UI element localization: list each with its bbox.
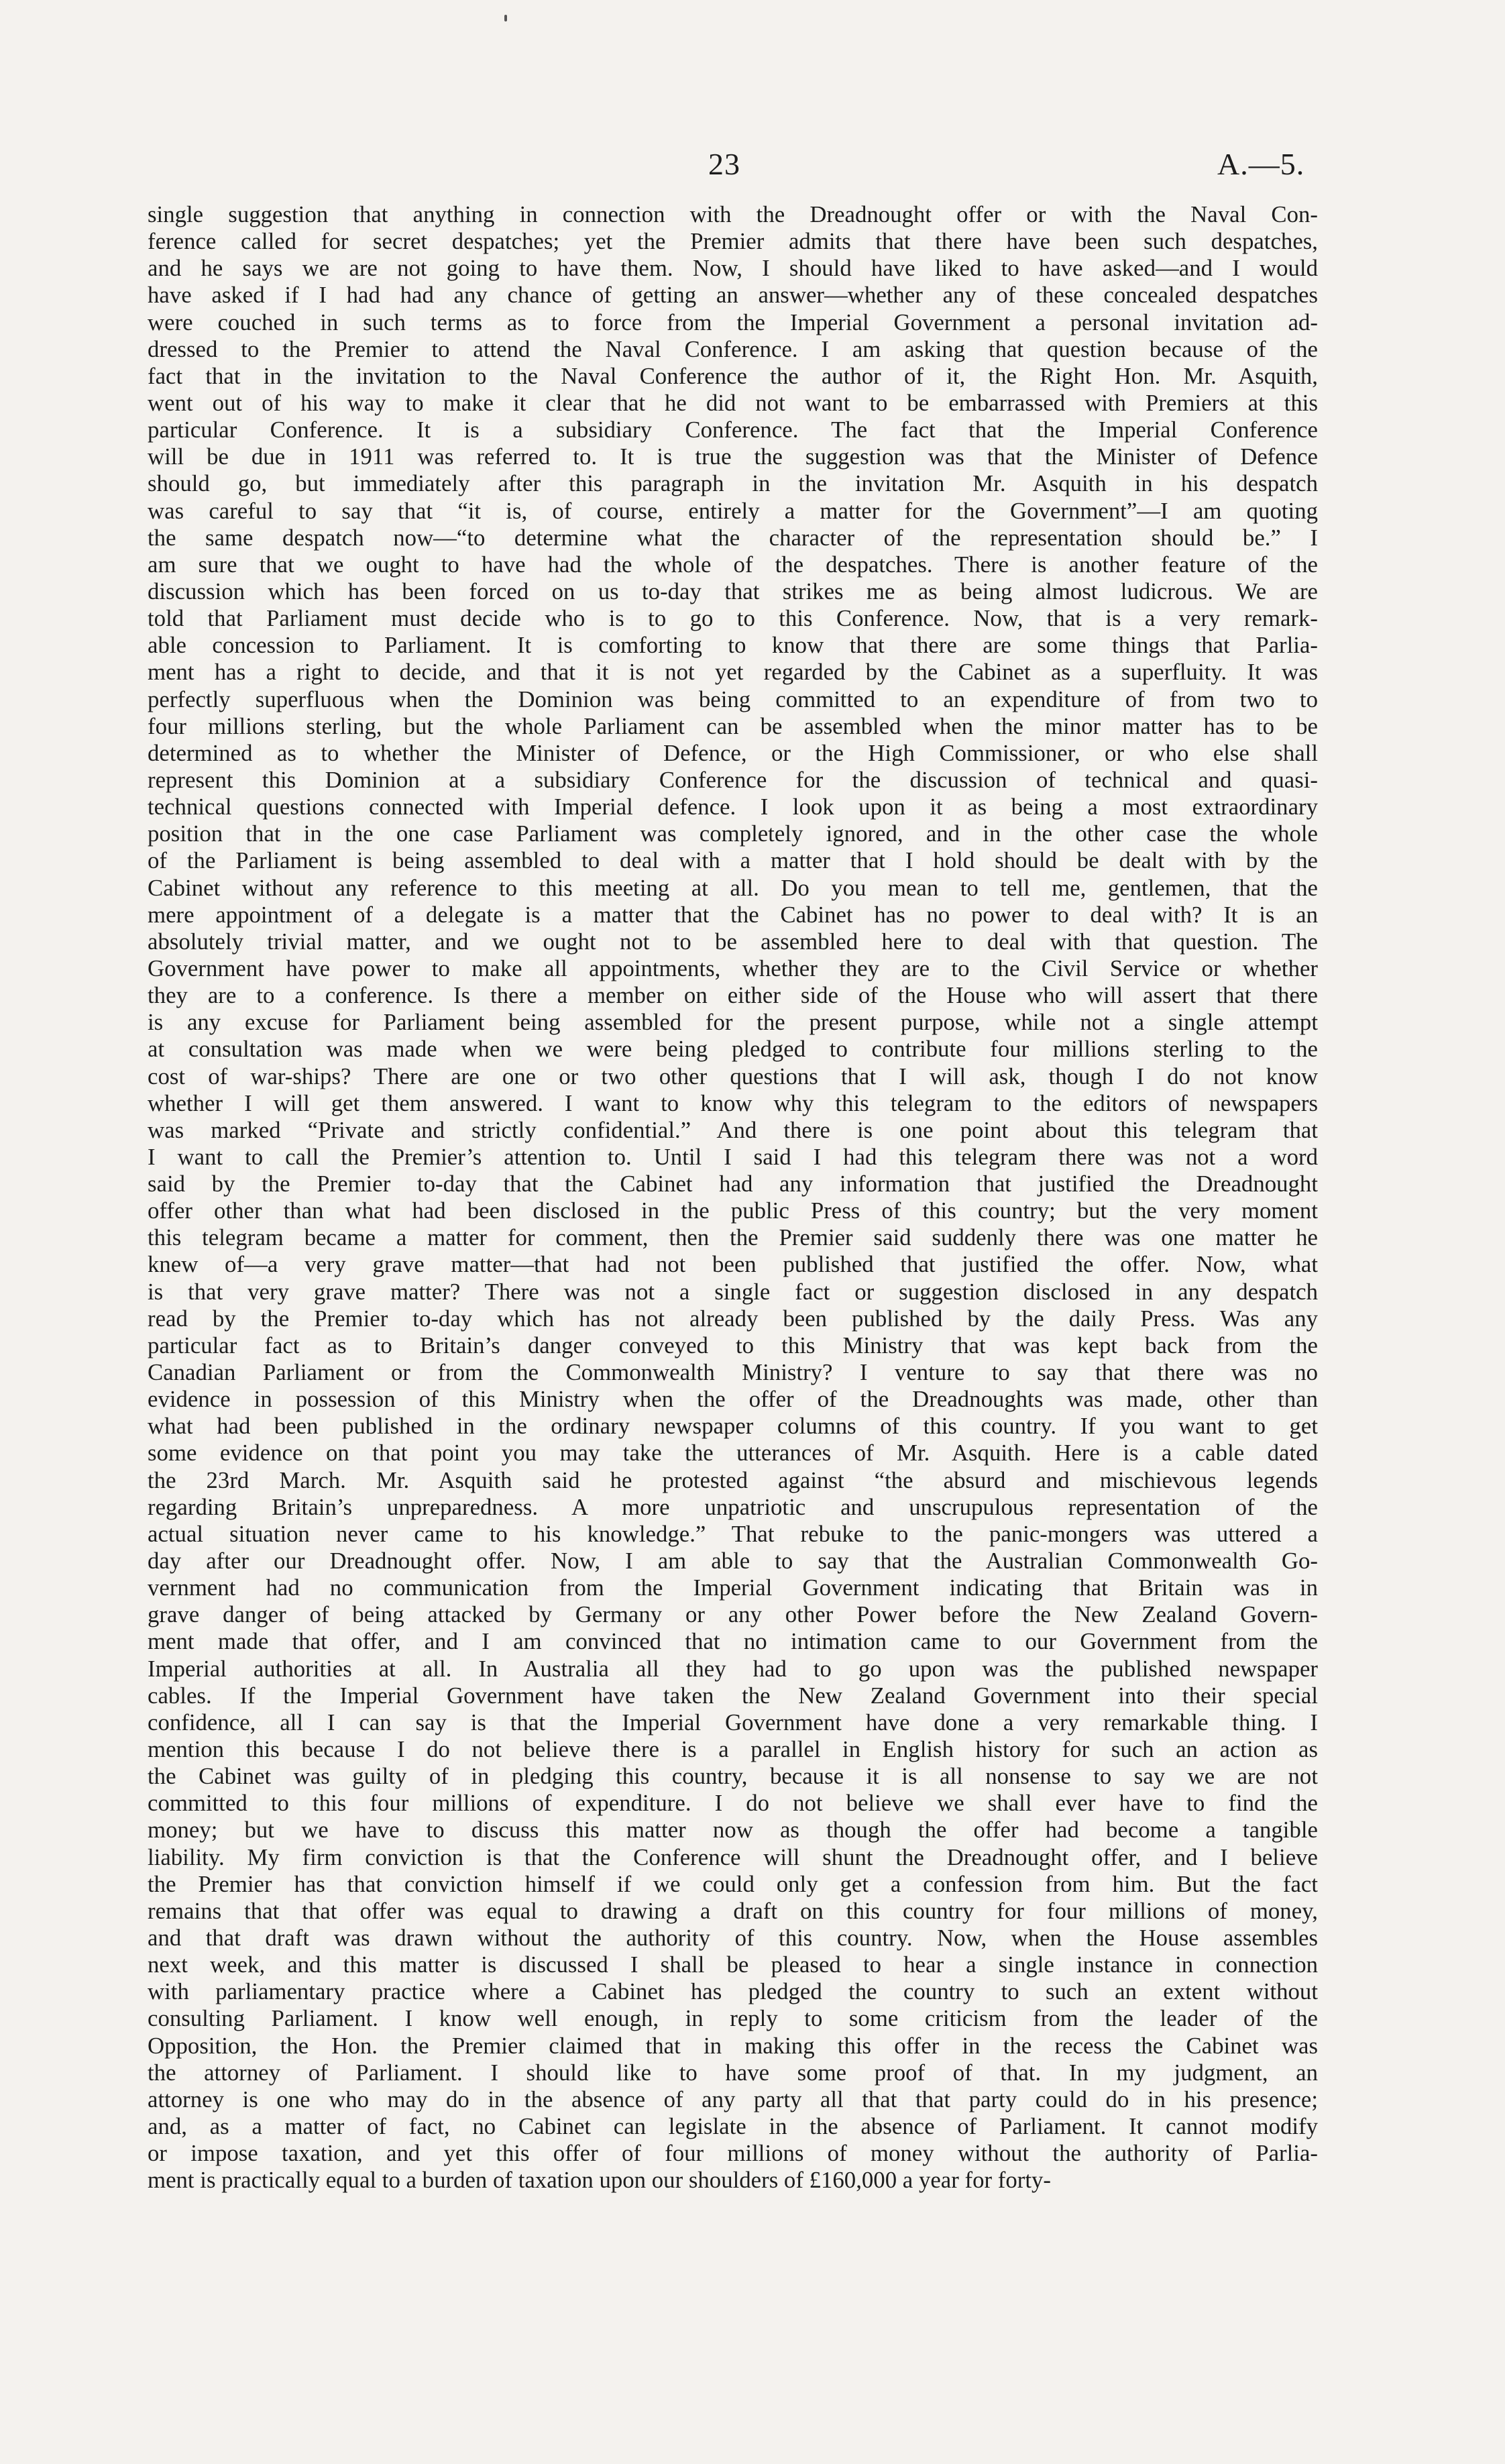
text-line: regarding Britain’s unpreparedness. A more unpatriotic and unscrupulous representation of the bbox=[148, 1493, 1318, 1520]
text-line: were couched in such terms as to force from the Imperial Government a personal invitation ad- bbox=[148, 309, 1318, 335]
text-line: determined as to whether the Minister of Defence, or the High Commissioner, or who else shall bbox=[148, 739, 1318, 766]
text-line: read by the Premier to-day which has not already been published by the daily Press. Was any bbox=[148, 1305, 1318, 1332]
text-line: this telegram became a matter for comment, then the Premier said suddenly there was one matter he bbox=[148, 1224, 1318, 1251]
text-line: what had been published in the ordinary newspaper columns of this country. If you want to get bbox=[148, 1413, 1318, 1440]
text-line: actual situation never came to his knowledge.” That rebuke to the panic-mongers was uttered a bbox=[148, 1520, 1318, 1547]
text-line: is that very grave matter? There was not a single fact or suggestion disclosed in any despatch bbox=[148, 1278, 1318, 1305]
text-line: consulting Parliament. I know well enough, in reply to some criticism from the leader of the bbox=[148, 2005, 1318, 2032]
text-line: discussion which has been forced on us to-day that strikes me as being almost ludicrous. We are bbox=[148, 578, 1318, 604]
text-line: and he says we are not going to have them. Now, I should have liked to have asked—and I would bbox=[148, 255, 1318, 282]
text-line: liability. My firm conviction is that the Conference will shunt the Dreadnought offer, and I believe bbox=[148, 1843, 1318, 1870]
text-line: remains that that offer was equal to drawing a draft on this country for four millions of money, bbox=[148, 1897, 1318, 1924]
body-text bbox=[148, 201, 1318, 2194]
text-line: the 23rd March. Mr. Asquith said he protested against “the absurd and mischievous legends bbox=[148, 1466, 1318, 1493]
text-line: should go, but immediately after this paragraph in the invitation Mr. Asquith in his despatch bbox=[148, 470, 1318, 497]
text-line: represent this Dominion at a subsidiary Conference for the discussion of technical and quasi- bbox=[148, 766, 1318, 793]
text-line: the same despatch now—“to determine what the character of the representation should be.” I bbox=[148, 524, 1318, 551]
page-header bbox=[0, 146, 1505, 186]
text-line: evidence in possession of this Ministry when the offer of the Dreadnoughts was made, other than bbox=[148, 1386, 1318, 1413]
text-line: confidence, all I can say is that the Imperial Government have done a very remarkable thing. I bbox=[148, 1709, 1318, 1735]
text-line: ment is practically equal to a burden of taxation upon our shoulders of £160,000 a year for forty- bbox=[148, 2167, 1052, 2194]
text-line: able concession to Parliament. It is comforting to know that there are some things that Parlia- bbox=[148, 632, 1318, 659]
text-line: particular fact as to Britain’s danger conveyed to this Ministry that was kept back from the bbox=[148, 1332, 1318, 1358]
text-line: will be due in 1911 was referred to. It is true the suggestion was that the Minister of Defence bbox=[148, 443, 1318, 470]
text-line: position that in the one case Parliament was completely ignored, and in the other case the whole bbox=[148, 820, 1318, 847]
text-line: have asked if I had had any chance of getting an answer—whether any of these concealed despatches bbox=[148, 282, 1318, 309]
text-line: Government have power to make all appointments, whether they are to the Civil Service or whether bbox=[148, 955, 1318, 981]
text-line: offer other than what had been disclosed in the public Press of this country; but the very moment bbox=[148, 1197, 1318, 1224]
text-line: technical questions connected with Imperial defence. I look upon it as being a most extraordinary bbox=[148, 794, 1318, 820]
text-line: knew of—a very grave matter—that had not been published that justified the offer. Now, what bbox=[148, 1251, 1318, 1278]
text-line: some evidence on that point you may take the utterances of Mr. Asquith. Here is a cable dated bbox=[148, 1440, 1318, 1466]
text-line: absolutely trivial matter, and we ought not to be assembled here to deal with that question. The bbox=[148, 928, 1318, 955]
text-line: Imperial authorities at all. In Australia all they had to go upon was the published newspaper bbox=[148, 1655, 1318, 1682]
text-line: the attorney of Parliament. I should like to have some proof of that. In my judgment, an bbox=[148, 2059, 1318, 2086]
text-line: Opposition, the Hon. the Premier claimed that in making this offer in the recess the Cabinet was bbox=[148, 2032, 1318, 2059]
text-line: at consultation was made when we were being pledged to contribute four millions sterling to the bbox=[148, 1036, 1318, 1063]
page-number: 23 bbox=[708, 147, 740, 181]
text-line: vernment had no communication from the Imperial Government indicating that Britain was in bbox=[148, 1574, 1318, 1601]
text-line: next week, and this matter is discussed I shall be pleased to hear a single instance in connection bbox=[148, 1951, 1318, 1978]
text-line: committed to this four millions of expenditure. I do not believe we shall ever have to find the bbox=[148, 1790, 1318, 1817]
stray-ink-mark bbox=[504, 15, 507, 21]
document-reference: A.—5. bbox=[1217, 147, 1305, 181]
text-line: was marked “Private and strictly confidential.” And there is one point about this telegram that bbox=[148, 1116, 1318, 1143]
text-line: was careful to say that “it is, of course, entirely a matter for the Government”—I am quoting bbox=[148, 497, 1318, 524]
text-line: particular Conference. It is a subsidiary Conference. The fact that the Imperial Conference bbox=[148, 417, 1318, 443]
text-line: grave danger of being attacked by Germany or any other Power before the New Zealand Govern- bbox=[148, 1601, 1318, 1628]
text-line: perfectly superfluous when the Dominion was being committed to an expenditure of from two to bbox=[148, 686, 1318, 712]
text-line: Cabinet without any reference to this meeting at all. Do you mean to tell me, gentlemen, that the bbox=[148, 874, 1318, 901]
text-line: am sure that we ought to have had the whole of the despatches. There is another feature of the bbox=[148, 551, 1318, 578]
text-line: money; but we have to discuss this matter now as though the offer had become a tangible bbox=[148, 1817, 1318, 1843]
text-line: they are to a conference. Is there a member on either side of the House who will assert that there bbox=[148, 982, 1318, 1009]
text-line: told that Parliament must decide who is to go to this Conference. Now, that is a very remark- bbox=[148, 605, 1318, 632]
text-line: I want to call the Premier’s attention to. Until I said I had this telegram there was not a word bbox=[148, 1143, 1318, 1170]
text-line: is any excuse for Parliament being assembled for the present purpose, while not a single attempt bbox=[148, 1009, 1318, 1036]
text-line: fact that in the invitation to the Naval Conference the author of it, the Right Hon. Mr. Asquith, bbox=[148, 362, 1318, 389]
text-line: cables. If the Imperial Government have taken the New Zealand Government into their special bbox=[148, 1682, 1318, 1709]
text-line: with parliamentary practice where a Cabinet has pledged the country to such an extent without bbox=[148, 1978, 1318, 2005]
text-line: ment has a right to decide, and that it is not yet regarded by the Cabinet as a superfluity. It was bbox=[148, 659, 1318, 686]
text-line: attorney is one who may do in the absence of any party all that that party could do in his presence; bbox=[148, 2086, 1318, 2112]
text-line: and that draft was drawn without the authority of this country. Now, when the House assembles bbox=[148, 1925, 1318, 1951]
text-line: cost of war-ships? There are one or two other questions that I will ask, though I do not know bbox=[148, 1063, 1318, 1089]
text-line: said by the Premier to-day that the Cabinet had any information that justified the Dreadnought bbox=[148, 1171, 1318, 1197]
text-line: and, as a matter of fact, no Cabinet can legislate in the absence of Parliament. It cannot modify bbox=[148, 2112, 1318, 2139]
text-line: went out of his way to make it clear that he did not want to be embarrassed with Premiers at this bbox=[148, 389, 1318, 416]
text-line: of the Parliament is being assembled to deal with a matter that I hold should be dealt with by the bbox=[148, 847, 1318, 874]
text-line: whether I will get them answered. I want to know why this telegram to the editors of newspapers bbox=[148, 1089, 1318, 1116]
text-line: the Cabinet was guilty of in pledging this country, because it is all nonsense to say we are not bbox=[148, 1763, 1318, 1790]
text-line: the Premier has that conviction himself if we could only get a confession from him. But the fact bbox=[148, 1870, 1318, 1897]
text-line: day after our Dreadnought offer. Now, I am able to say that the Australian Commonwealth Go- bbox=[148, 1548, 1318, 1574]
text-line: dressed to the Premier to attend the Naval Conference. I am asking that question because of the bbox=[148, 335, 1318, 362]
text-line: single suggestion that anything in connection with the Dreadnought offer or with the Naval Con- bbox=[148, 201, 1318, 227]
text-line: four millions sterling, but the whole Parliament can be assembled when the minor matter has to be bbox=[148, 712, 1318, 739]
text-line: ference called for secret despatches; yet the Premier admits that there have been such despatches, bbox=[148, 228, 1318, 255]
text-line: mere appointment of a delegate is a matter that the Cabinet has no power to deal with? It is an bbox=[148, 901, 1318, 928]
text-line: or impose taxation, and yet this offer of four millions of money without the authority of Parlia- bbox=[148, 2140, 1318, 2167]
text-line: ment made that offer, and I am convinced that no intimation came to our Government from the bbox=[148, 1628, 1318, 1655]
text-line: mention this because I do not believe there is a parallel in English history for such an action as bbox=[148, 1736, 1318, 1763]
text-line: Canadian Parliament or from the Commonwealth Ministry? I venture to say that there was no bbox=[148, 1359, 1318, 1386]
